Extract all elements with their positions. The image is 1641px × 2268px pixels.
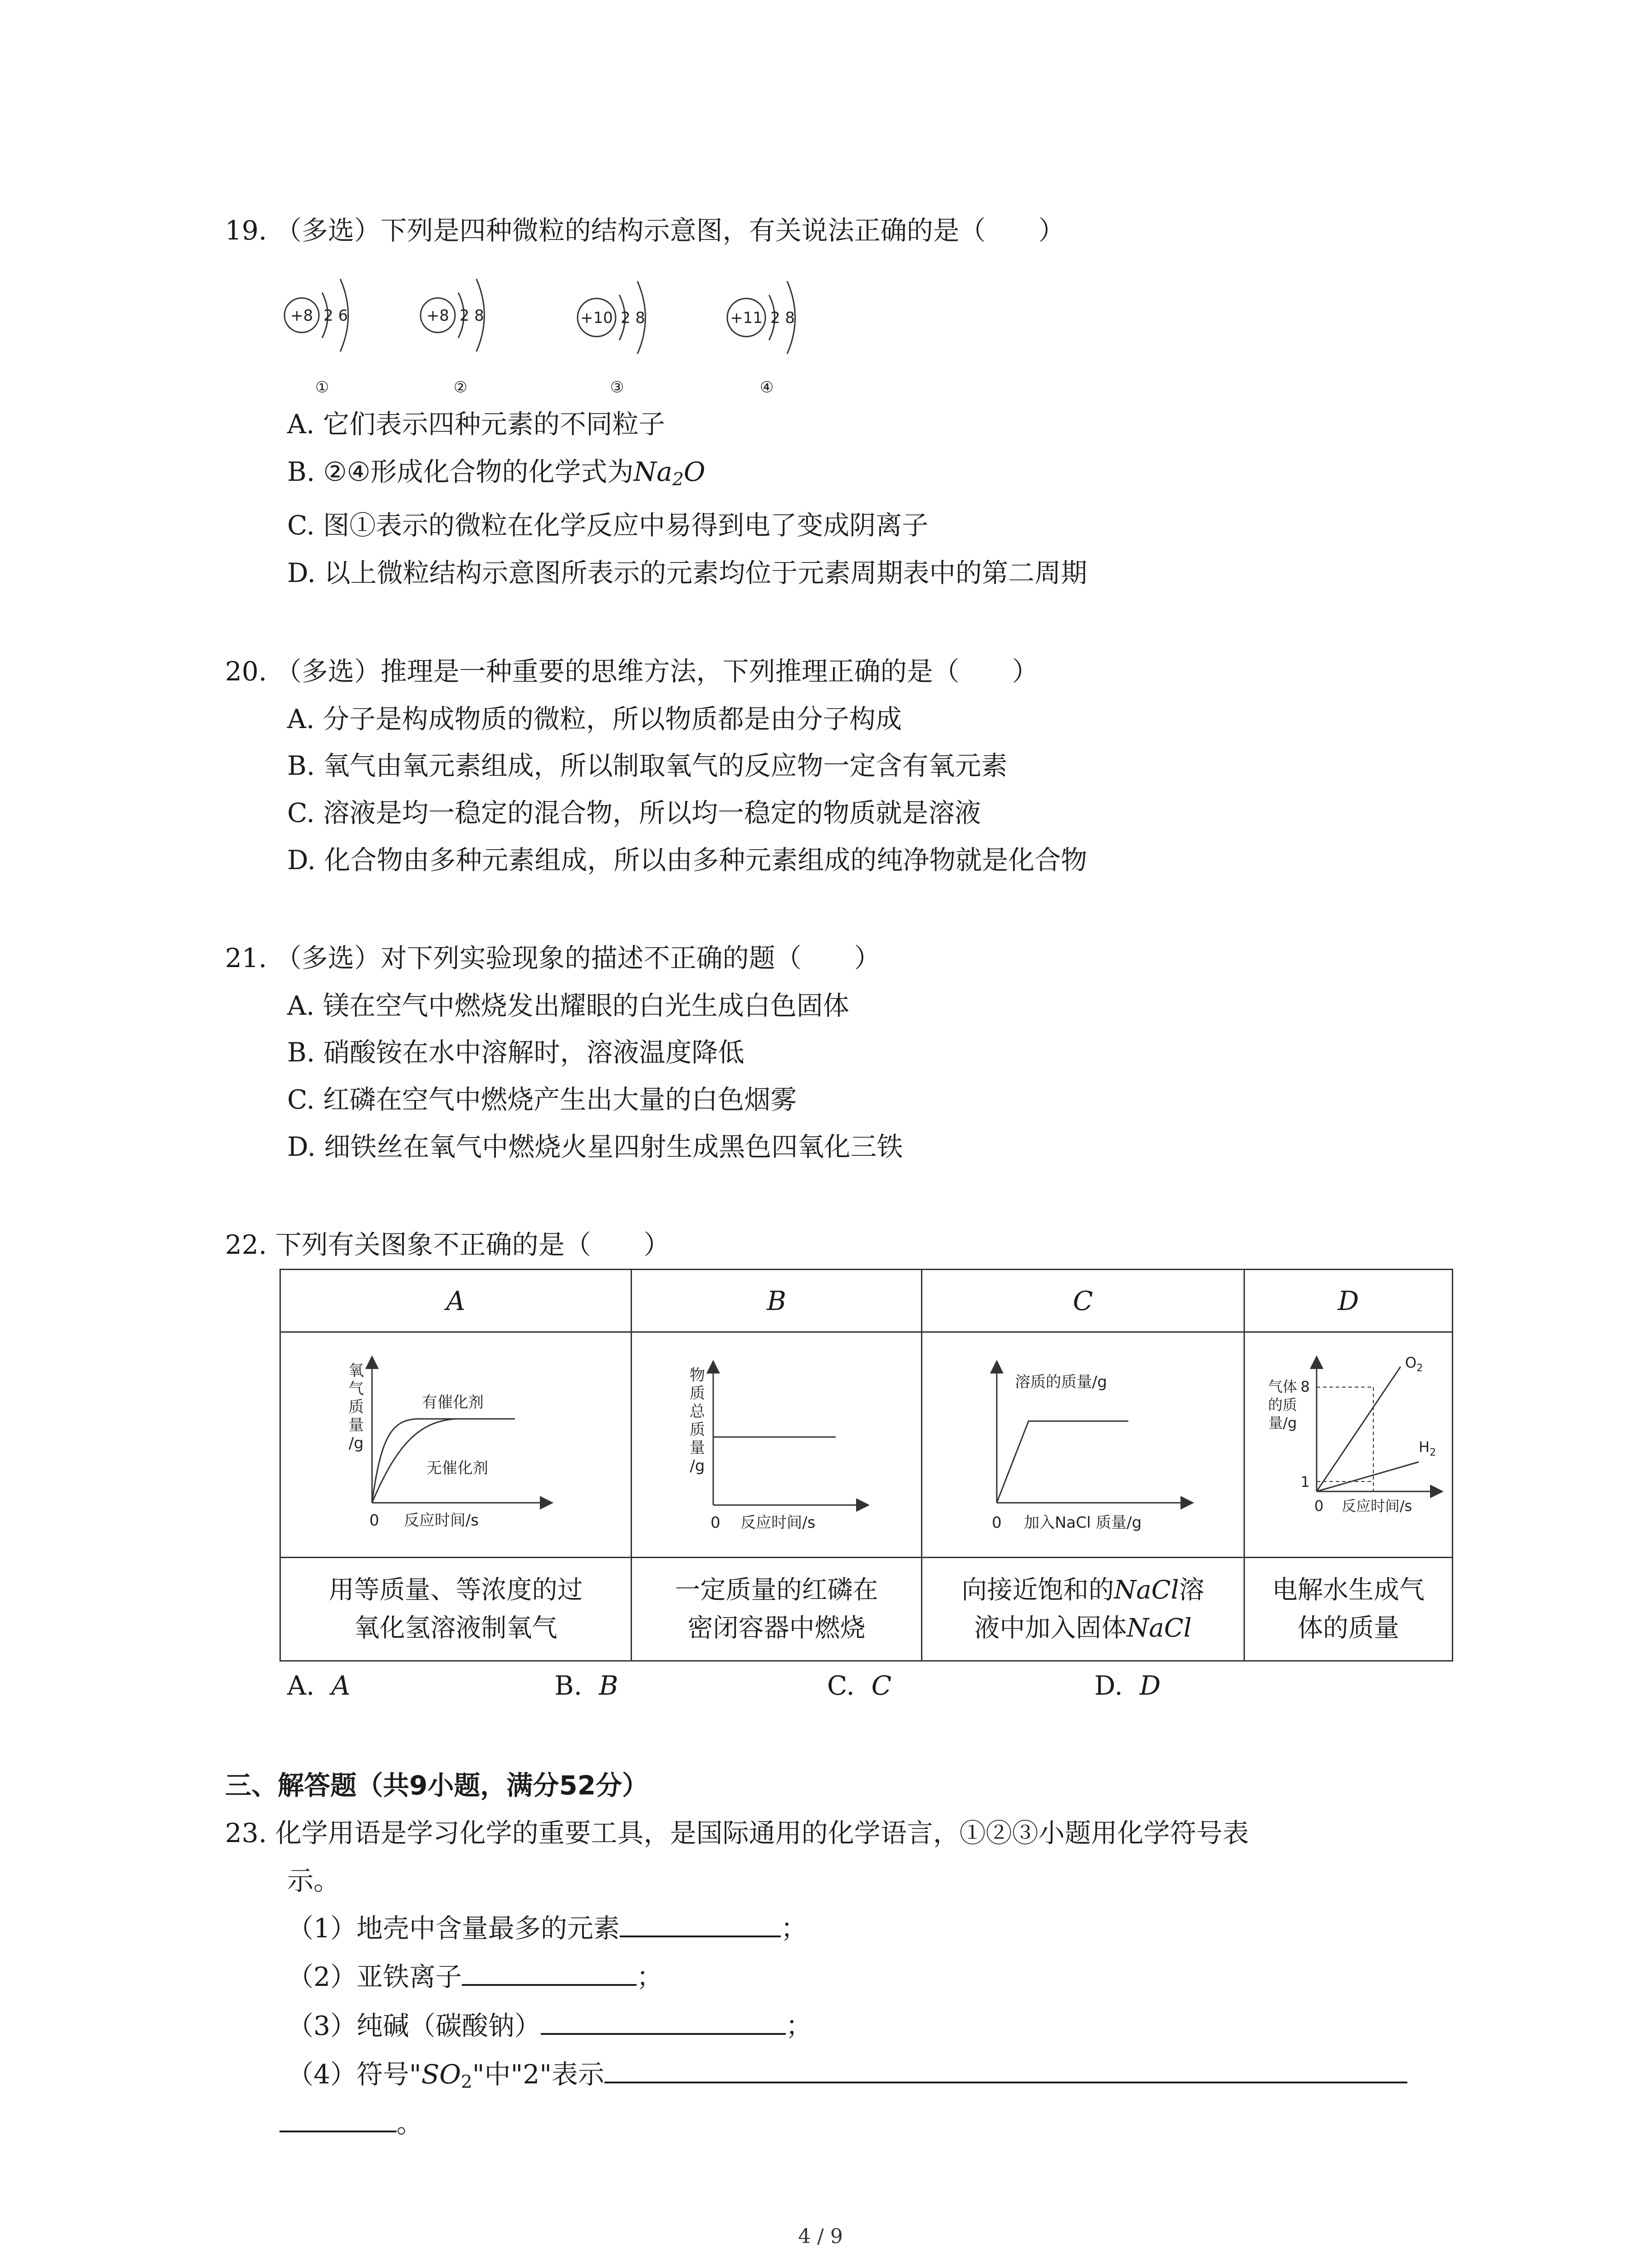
answer-blank-1[interactable] bbox=[620, 1912, 781, 1937]
svg-text:2 6: 2 6 bbox=[323, 307, 348, 325]
q22-answer-b: B. B bbox=[554, 1670, 618, 1701]
o2-line bbox=[1317, 1367, 1401, 1491]
page-number: 4 / 9 bbox=[798, 2225, 843, 2248]
solute-mass-line bbox=[997, 1421, 1128, 1503]
q21-option-c: C. 红磷在空气中燃烧产生出大量的白色烟雾 bbox=[287, 1084, 797, 1115]
svg-text:气体: 气体 bbox=[1268, 1378, 1298, 1395]
svg-text:量: 量 bbox=[689, 1439, 705, 1457]
svg-text:1: 1 bbox=[1300, 1473, 1310, 1491]
svg-text:2 8: 2 8 bbox=[620, 309, 646, 327]
atom-structure-1 bbox=[284, 279, 348, 396]
svg-text:加入NaCl 质量/g: 加入NaCl 质量/g bbox=[1024, 1514, 1142, 1532]
q19-option-d: D. 以上微粒结构示意图所表示的元素均位于元素周期表中的第二周期 bbox=[287, 557, 1087, 588]
caption-a: 用等质量、等浓度的过 氧化氢溶液制氧气 bbox=[280, 1558, 632, 1661]
svg-text:8: 8 bbox=[1300, 1378, 1310, 1395]
answer-blank-2[interactable] bbox=[462, 1960, 637, 1986]
answer-blank-4-continued[interactable] bbox=[279, 2107, 397, 2132]
svg-text:溶质的质量/g: 溶质的质量/g bbox=[1015, 1373, 1107, 1391]
graph-d bbox=[1251, 1349, 1446, 1539]
q23-stem-line1: 23. 化学用语是学习化学的重要工具，是国际通用的化学语言，①②③小题用化学符号表 bbox=[225, 1818, 1249, 1848]
svg-text:氧: 氧 bbox=[348, 1362, 364, 1380]
svg-text:0: 0 bbox=[1314, 1497, 1324, 1515]
svg-text:2 8: 2 8 bbox=[459, 307, 485, 325]
svg-text:0: 0 bbox=[992, 1514, 1002, 1532]
svg-text:/g: /g bbox=[348, 1434, 364, 1452]
svg-text:+8: +8 bbox=[426, 307, 450, 325]
q22-answer-d: D. D bbox=[1094, 1670, 1161, 1701]
q23-part-4-continued: 。 bbox=[279, 2107, 423, 2140]
section-heading: 三、解答题（共9小题，满分52分） bbox=[225, 1770, 649, 1801]
q20-option-b: B. 氧气由氧元素组成，所以制取氧气的反应物一定含有氧元素 bbox=[287, 750, 1008, 781]
q21-option-b: B. 硝酸铵在水中溶解时，溶液温度降低 bbox=[287, 1037, 745, 1068]
q20-option-d: D. 化合物由多种元素组成，所以由多种元素组成的纯净物就是化合物 bbox=[287, 845, 1087, 875]
q19-atom-diagrams bbox=[277, 261, 867, 401]
q23-part-4: （4）符号"$SO_2$"中"2"表示 bbox=[287, 2058, 1407, 2098]
svg-text:反应时间/s: 反应时间/s bbox=[1342, 1497, 1412, 1515]
q22-answer-c: C. C bbox=[827, 1670, 892, 1701]
caption-b: 一定质量的红磷在 密闭容器中燃烧 bbox=[632, 1558, 922, 1661]
svg-text:+8: +8 bbox=[290, 307, 314, 325]
graph-cell-d bbox=[1244, 1332, 1453, 1558]
svg-text:物: 物 bbox=[689, 1366, 705, 1384]
graph-cell-c bbox=[922, 1332, 1244, 1558]
svg-text:/g: /g bbox=[689, 1457, 705, 1475]
svg-text:0: 0 bbox=[710, 1514, 720, 1532]
h2-label: $H_2$ bbox=[1419, 1438, 1436, 1458]
caption-c: 向接近饱和的NaCl溶 液中加入固体NaCl bbox=[922, 1558, 1244, 1661]
svg-text:反应时间/s: 反应时间/s bbox=[403, 1511, 479, 1530]
svg-text:反应时间/s: 反应时间/s bbox=[740, 1514, 815, 1532]
graph-cell-a bbox=[280, 1332, 632, 1558]
svg-text:有催化剂: 有催化剂 bbox=[421, 1393, 484, 1412]
graph-b bbox=[668, 1349, 886, 1539]
svg-text:量: 量 bbox=[348, 1416, 364, 1434]
svg-text:③: ③ bbox=[610, 378, 624, 396]
q20-option-a: A. 分子是构成物质的微粒，所以物质都是由分子构成 bbox=[287, 704, 902, 734]
answer-blank-4[interactable] bbox=[604, 2058, 1407, 2083]
svg-text:+10: +10 bbox=[580, 309, 613, 327]
col-header-a: A bbox=[280, 1270, 632, 1332]
svg-text:①: ① bbox=[315, 378, 329, 396]
col-header-b: B bbox=[632, 1270, 922, 1332]
q19-option-a: A. 它们表示四种元素的不同粒子 bbox=[287, 409, 665, 440]
graph-c bbox=[956, 1349, 1210, 1539]
svg-text:的质: 的质 bbox=[1268, 1396, 1298, 1413]
answer-blank-3[interactable] bbox=[541, 2009, 786, 2035]
caption-d: 电解水生成气 体的质量 bbox=[1244, 1558, 1453, 1661]
q19-option-b: B. ②④形成化合物的化学式为$Na_2O$ bbox=[287, 456, 705, 490]
q22-answer-a: A. A bbox=[287, 1670, 351, 1701]
svg-text:2 8: 2 8 bbox=[770, 309, 795, 327]
graph-cell-b bbox=[632, 1332, 922, 1558]
q21-option-a: A. 镁在空气中燃烧发出耀眼的白光生成白色固体 bbox=[287, 990, 849, 1021]
q23-part-2: （2）亚铁离子 ； bbox=[287, 1961, 663, 1992]
h2-line bbox=[1317, 1462, 1419, 1491]
svg-text:量/g: 量/g bbox=[1268, 1414, 1297, 1432]
graph-a bbox=[329, 1349, 583, 1539]
q23-stem-line2: 示。 bbox=[287, 1865, 340, 1896]
svg-text:气: 气 bbox=[348, 1380, 364, 1398]
q20-option-c: C. 溶液是均一稳定的混合物，所以均一稳定的物质就是溶液 bbox=[287, 797, 981, 828]
q22-graph-table bbox=[279, 1269, 1453, 1662]
q21-stem: 21. （多选）对下列实验现象的描述不正确的题（ ） bbox=[225, 943, 881, 973]
svg-text:无催化剂: 无催化剂 bbox=[426, 1459, 488, 1477]
q21-option-d: D. 细铁丝在氧气中燃烧火星四射生成黑色四氧化三铁 bbox=[287, 1131, 903, 1162]
atom-structure-3 bbox=[578, 281, 646, 396]
col-header-c: C bbox=[922, 1270, 1244, 1332]
atom-structure-2 bbox=[421, 279, 485, 396]
svg-text:质: 质 bbox=[348, 1398, 364, 1416]
svg-text:④: ④ bbox=[759, 378, 774, 396]
q23-part-1: （1）地壳中含量最多的元素 ； bbox=[287, 1913, 807, 1944]
svg-text:质: 质 bbox=[689, 1384, 705, 1403]
q20-stem: 20. （多选）推理是一种重要的思维方法，下列推理正确的是（ ） bbox=[225, 656, 1038, 687]
svg-text:总: 总 bbox=[689, 1403, 705, 1421]
q19-option-c: C. 图①表示的微粒在化学反应中易得到电了变成阴离子 bbox=[287, 510, 929, 541]
q22-stem: 22. 下列有关图象不正确的是（ ） bbox=[225, 1229, 670, 1260]
q23-part-3: （3）纯碱（碳酸钠） ； bbox=[287, 2010, 812, 2041]
svg-text:质: 质 bbox=[689, 1421, 705, 1439]
svg-text:②: ② bbox=[453, 378, 468, 396]
svg-text:0: 0 bbox=[369, 1511, 379, 1530]
o2-label: $O_2$ bbox=[1405, 1354, 1423, 1374]
q19-stem: 19. （多选）下列是四种微粒的结构示意图，有关说法正确的是（ ） bbox=[225, 215, 1065, 246]
atom-structure-4 bbox=[727, 281, 795, 396]
col-header-d: D bbox=[1244, 1270, 1453, 1332]
svg-text:+11: +11 bbox=[730, 309, 763, 327]
